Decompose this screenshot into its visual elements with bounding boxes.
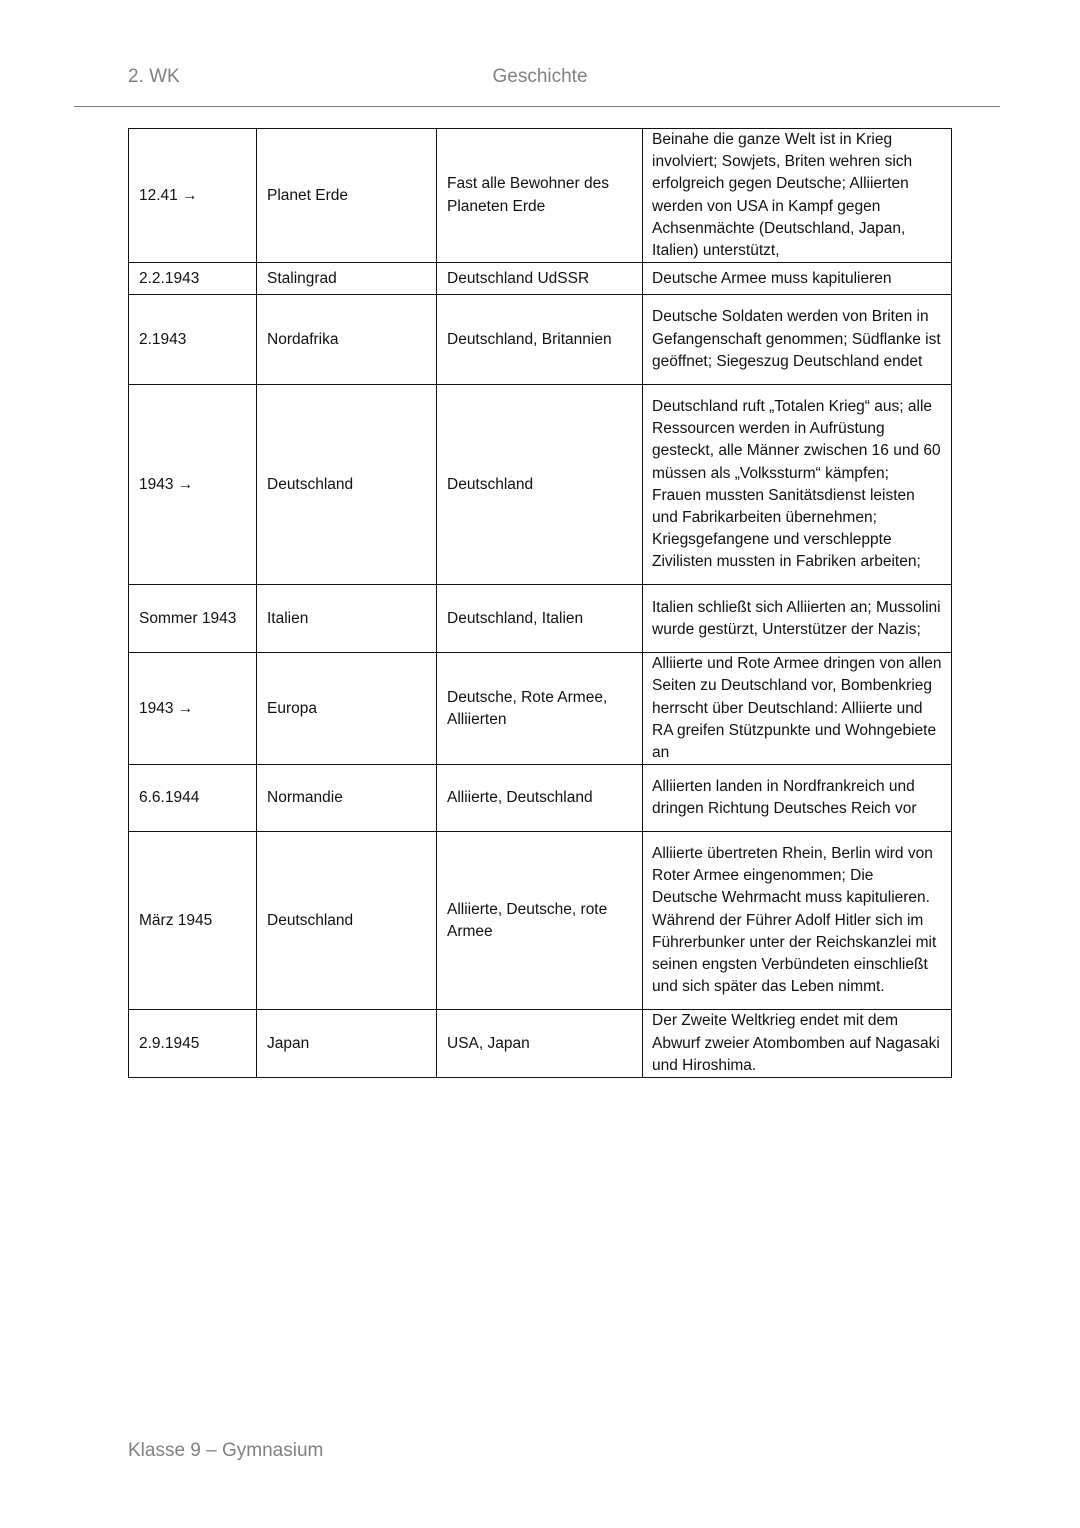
cell-place: Deutschland bbox=[257, 832, 437, 1010]
table-row bbox=[129, 129, 952, 263]
cell-description: Beinahe die ganze Welt ist in Krieg involviert; Sowjets, Briten wehren sich erfolgreich gegen Deutsche; Alliierten werden von USA in Kampf gegen Achsenmächte (Deutschland, Japan, Italien) unterstützt, bbox=[643, 129, 952, 263]
table-row bbox=[129, 1010, 952, 1078]
cell-description: Alliierte und Rote Armee dringen von allen Seiten zu Deutschland vor, Bombenkrieg herrscht über Deutschland: Alliierte und RA greifen Stützpunkte und Wohngebiete an bbox=[643, 653, 952, 765]
cell-date: 1943 → bbox=[129, 653, 257, 765]
cell-place: Italien bbox=[257, 585, 437, 653]
cell-place: Japan bbox=[257, 1010, 437, 1078]
cell-place: Europa bbox=[257, 653, 437, 765]
cell-date: 1943 → bbox=[129, 385, 257, 585]
cell-parties: Deutschland UdSSR bbox=[437, 263, 643, 295]
header-chapter-label: 2. WK bbox=[128, 66, 180, 87]
table-row bbox=[129, 653, 952, 765]
footer-class-label: Klasse 9 – Gymnasium bbox=[128, 1440, 324, 1461]
cell-description: Deutsche Soldaten werden von Briten in Gefangenschaft genommen; Südflanke ist geöffnet; Siegeszug Deutschland endet bbox=[643, 295, 952, 385]
table-row bbox=[129, 832, 952, 1010]
cell-parties: Deutschland, Britannien bbox=[437, 295, 643, 385]
cell-description: Alliierte übertreten Rhein, Berlin wird von Roter Armee eingenommen; Die Deutsche Wehrmacht muss kapitulieren. Während der Führer Adolf Hitler sich im Führerbunker unter der Reichskanzlei mit seinen engsten Verbündeten einschließt und sich später das Leben nimmt. bbox=[643, 832, 952, 1010]
cell-place: Deutschland bbox=[257, 385, 437, 585]
cell-date: 2.2.1943 bbox=[129, 263, 257, 295]
cell-parties: USA, Japan bbox=[437, 1010, 643, 1078]
table-row bbox=[129, 585, 952, 653]
table-row bbox=[129, 765, 952, 832]
cell-parties: Deutschland, Italien bbox=[437, 585, 643, 653]
cell-description: Italien schließt sich Alliierten an; Mussolini wurde gestürzt, Unterstützer der Nazis; bbox=[643, 585, 952, 653]
cell-place: Stalingrad bbox=[257, 263, 437, 295]
cell-description: Deutsche Armee muss kapitulieren bbox=[643, 263, 952, 295]
cell-place: Planet Erde bbox=[257, 129, 437, 263]
cell-date: März 1945 bbox=[129, 832, 257, 1010]
cell-description: Deutschland ruft „Totalen Krieg“ aus; alle Ressourcen werden in Aufrüstung gesteckt, alle Männer zwischen 16 und 60 müssen als „Volkssturm“ kämpfen; Frauen mussten Sanitätsdienst leisten und Fabrikarbeiten übernehmen; Kriegsgefangene und verschleppte Zivilisten mussten in Fabriken arbeiten; bbox=[643, 385, 952, 585]
cell-parties: Alliierte, Deutsche, rote Armee bbox=[437, 832, 643, 1010]
cell-place: Nordafrika bbox=[257, 295, 437, 385]
table-row bbox=[129, 385, 952, 585]
timeline-table bbox=[128, 128, 952, 1078]
header-subject-title: Geschichte bbox=[492, 66, 588, 87]
table-row bbox=[129, 295, 952, 385]
cell-date: Sommer 1943 bbox=[129, 585, 257, 653]
cell-description: Alliierten landen in Nordfrankreich und dringen Richtung Deutsches Reich vor bbox=[643, 765, 952, 832]
cell-date: 12.41 → bbox=[129, 129, 257, 263]
cell-parties: Alliierte, Deutschland bbox=[437, 765, 643, 832]
cell-date: 2.1943 bbox=[129, 295, 257, 385]
cell-parties: Deutschland bbox=[437, 385, 643, 585]
cell-date: 6.6.1944 bbox=[129, 765, 257, 832]
cell-place: Normandie bbox=[257, 765, 437, 832]
cell-date: 2.9.1945 bbox=[129, 1010, 257, 1078]
table-row bbox=[129, 263, 952, 295]
cell-parties: Deutsche, Rote Armee, Alliierten bbox=[437, 653, 643, 765]
header-divider bbox=[74, 106, 1000, 107]
cell-description: Der Zweite Weltkrieg endet mit dem Abwurf zweier Atombomben auf Nagasaki und Hiroshima. bbox=[643, 1010, 952, 1078]
cell-parties: Fast alle Bewohner des Planeten Erde bbox=[437, 129, 643, 263]
